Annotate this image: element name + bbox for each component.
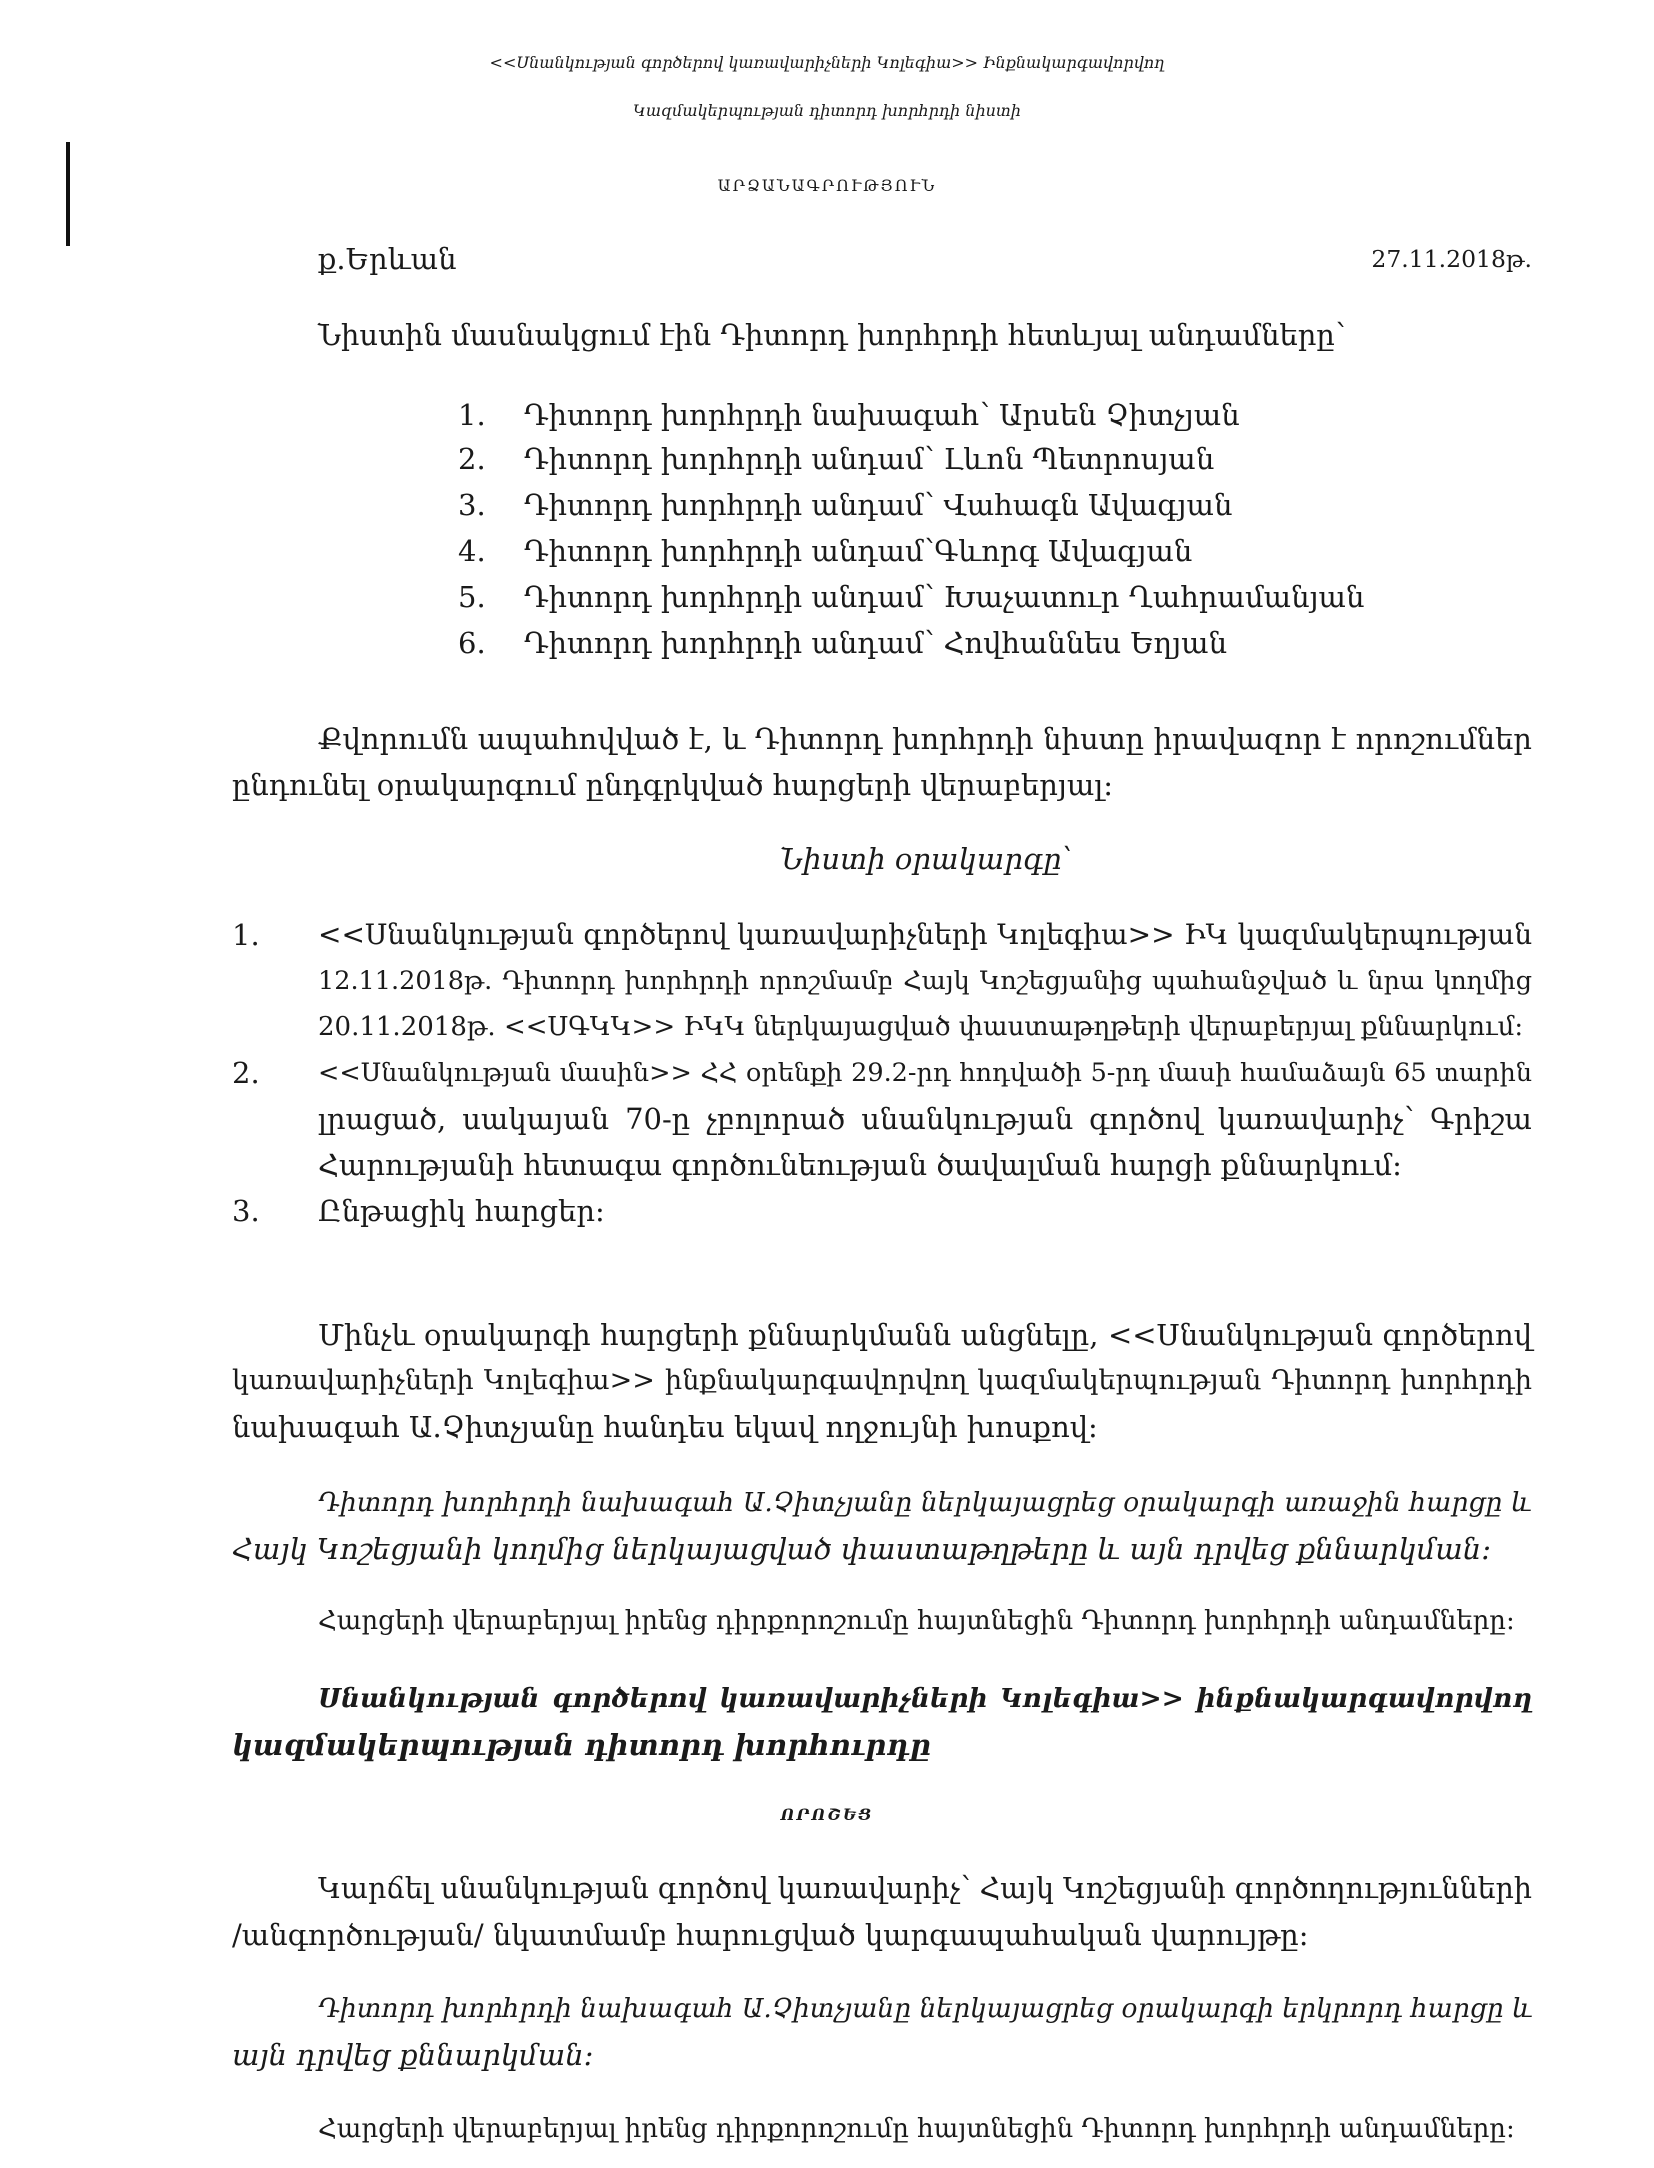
list-item-number: 6. bbox=[458, 626, 486, 660]
paragraph-line: Հայկ Կոշեցյանի կողմից ներկայացված փաստաթղթերը և այն դրվեց քննարկման: bbox=[232, 1532, 1491, 1566]
paragraph-line: այն դրվեց քննարկման: bbox=[232, 2038, 594, 2072]
agenda-line: 12.11.2018թ. Դիտորդ խորհրդի որոշմամբ Հայկ Կոշեցյանից պահանջված և նրա կողմից bbox=[318, 966, 1532, 996]
paragraph-line: /անգործության/ նկատմամբ հարուցված կարգապահական վարույթը: bbox=[232, 1918, 1309, 1952]
paragraph-line: ընդունել օրակարգում ընդգրկված հարցերի վերաբերյալ: bbox=[232, 768, 1113, 802]
agenda-line: լրացած, սակայան 70-ը չբոլորած սնանկության գործով կառավարիչ՝ Գրիշա bbox=[318, 1102, 1532, 1136]
paragraph-line: Կարճել սնանկության գործով կառավարիչ՝ Հայկ Կոշեցյանի գործողությունների bbox=[318, 1872, 1533, 1905]
paragraph-line: Դիտորդ խորհրդի նախագահ Ա.Չիտչյանը ներկայացրեց օրակարգի առաջին հարցը և bbox=[318, 1487, 1532, 1518]
agenda-number: 2. bbox=[232, 1056, 260, 1090]
agenda-line: Հարությանի հետագա գործունեության ծավալման հարցի քննարկում: bbox=[318, 1148, 1402, 1182]
list-item-text: Դիտորդ խորհրդի նախագահ՝ Արսեն Չիտչյան bbox=[524, 398, 1240, 432]
positions-paragraph: Հարցերի վերաբերյալ իրենց դիրքորոշումը հայտնեցին Դիտորդ խորհրդի անդամները: bbox=[318, 2114, 1515, 2144]
list-item-number: 2. bbox=[458, 442, 486, 476]
agenda-line: <<Սնանկության մասին>> ՀՀ օրենքի 29.2-րդ հոդվածի 5-րդ մասի համաձայն 65 տարին bbox=[318, 1058, 1532, 1088]
date: 27.11.2018թ. bbox=[1371, 245, 1532, 273]
list-item-text: Դիտորդ խորհրդի անդամ՝ Հովհաննես Եղյան bbox=[524, 626, 1228, 660]
document-title: ԱՐՁԱՆԱԳՐՈՒԹՅՈՒՆ bbox=[717, 176, 937, 195]
paragraph-line: Դիտորդ խորհրդի նախագահ Ա.Չիտչյանը ներկայացրեց օրակարգի երկրորդ հարցը և bbox=[318, 1993, 1533, 2024]
paragraph-line: կառավարիչների Կոլեգիա>> ինքնակարգավորվող կազմակերպության Դիտորդ խորհրդի bbox=[232, 1365, 1532, 1396]
list-item-text: Դիտորդ խորհրդի անդամ՝ Վահագն Ավագյան bbox=[524, 488, 1233, 522]
header-line-2: Կազմակերպության դիտորդ խորհրդի նիստի bbox=[633, 101, 1021, 120]
agenda-number: 1. bbox=[232, 918, 260, 952]
paragraph-line: Քվորումն ապահովված է, և Դիտորդ խորհրդի նիստը իրավազոր է որոշումներ bbox=[318, 722, 1532, 756]
agenda-title: Նիստի օրակարգը՝ bbox=[780, 842, 1073, 876]
agenda-line: <<Սնանկության գործերով կառավարիչների Կոլեգիա>> ԻԿ կազմակերպության bbox=[318, 918, 1532, 951]
paragraph-line: Սնանկության գործերով կառավարիչների Կոլեգիա>> ինքնակարգավորվող bbox=[318, 1683, 1532, 1714]
decided-heading: ՈՐՈՇԵՑ bbox=[780, 1805, 874, 1824]
list-item-number: 4. bbox=[458, 534, 486, 568]
list-item-text: Դիտորդ խորհրդի անդամ՝ Լևոն Պետրոսյան bbox=[524, 442, 1215, 476]
list-item-text: Դիտորդ խորհրդի անդամ՝ Խաչատուր Ղահրամանյան bbox=[524, 580, 1365, 614]
list-item-number: 3. bbox=[458, 488, 486, 522]
agenda-number: 3. bbox=[232, 1194, 260, 1228]
agenda-line: 20.11.2018թ. <<ՍԳԿԿ>> ԻԿԿ ներկայացված փաստաթղթերի վերաբերյալ քննարկում: bbox=[318, 1012, 1524, 1042]
positions-paragraph: Հարցերի վերաբերյալ իրենց դիրքորոշումը հայտնեցին Դիտորդ խորհրդի անդամները: bbox=[318, 1606, 1515, 1636]
paragraph-line: Մինչև օրակարգի հարցերի քննարկմանն անցնելը, <<Սնանկության գործերով bbox=[318, 1318, 1532, 1352]
paragraph-line: կազմակերպության դիտորդ խորհուրդը bbox=[232, 1728, 931, 1762]
header-line-1: <<Սնանկության գործերով կառավարիչների Կոլեգիա>> Ինքնակարգավորվող bbox=[489, 53, 1165, 72]
paragraph-line: նախագահ Ա.Չիտչյանը հանդես եկավ ողջույնի խոսքով: bbox=[232, 1410, 1098, 1444]
place: ք.Երևան bbox=[318, 242, 457, 276]
agenda-line: Ընթացիկ հարցեր: bbox=[318, 1194, 605, 1228]
list-item-number: 1. bbox=[458, 398, 486, 432]
attendees-intro: Նիստին մասնակցում էին Դիտորդ խորհրդի հետևյալ անդամները՝ bbox=[318, 318, 1346, 352]
list-item-text: Դիտորդ խորհրդի անդամ՝Գևորգ Ավագյան bbox=[524, 534, 1193, 568]
list-item-number: 5. bbox=[458, 580, 486, 614]
